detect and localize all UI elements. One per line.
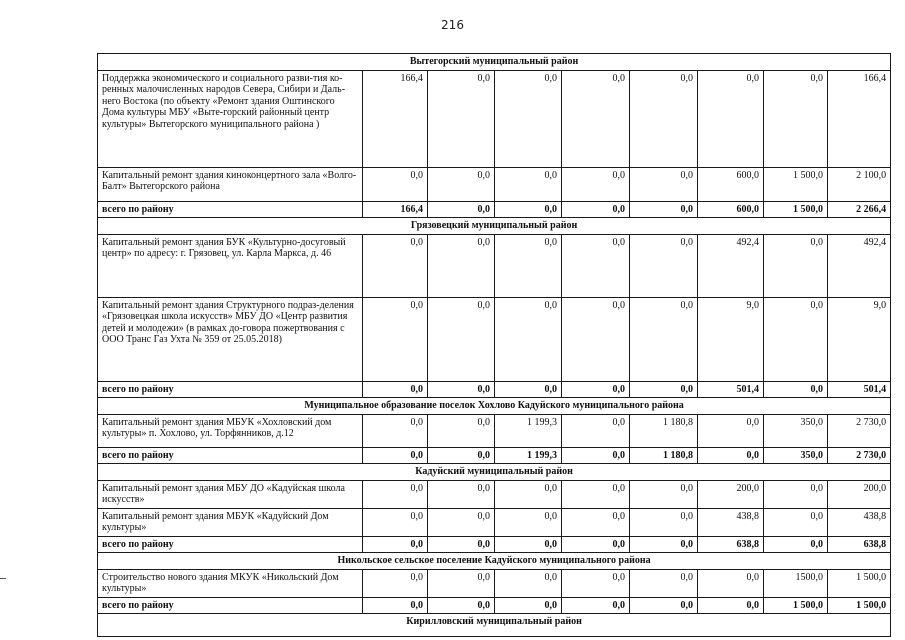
total-value-cell: 0,0 — [428, 447, 495, 464]
total-value-cell: 0,0 — [562, 201, 630, 218]
row-value-cell: 0,0 — [630, 480, 698, 508]
total-value-cell: 1 500,0 — [764, 597, 828, 614]
total-value-cell: 0,0 — [363, 536, 428, 553]
row-value-cell: 0,0 — [495, 569, 562, 597]
row-value-cell: 0,0 — [764, 234, 828, 297]
total-value-cell: 2 266,4 — [828, 201, 891, 218]
row-value-cell: 0,0 — [562, 70, 630, 167]
row-value-cell: 0,0 — [495, 234, 562, 297]
row-value-cell: 0,0 — [562, 167, 630, 201]
total-value-cell: 166,4 — [363, 201, 428, 218]
table-row — [98, 508, 891, 536]
total-value-cell: 0,0 — [363, 597, 428, 614]
district-total-row — [98, 447, 891, 464]
budget-table-body — [98, 54, 891, 637]
section-title: Муниципальное образование поселок Хохлово Кадуйского муниципального района — [98, 398, 891, 415]
row-value-cell: 492,4 — [698, 234, 764, 297]
total-label: всего по району — [98, 536, 363, 553]
total-value-cell: 638,8 — [698, 536, 764, 553]
row-value-cell: 0,0 — [495, 70, 562, 167]
row-value-cell: 0,0 — [363, 508, 428, 536]
row-value-cell: 0,0 — [428, 234, 495, 297]
row-value-cell: 0,0 — [495, 297, 562, 381]
total-value-cell: 0,0 — [428, 597, 495, 614]
total-value-cell: 0,0 — [428, 381, 495, 398]
total-value-cell: 350,0 — [764, 447, 828, 464]
row-value-cell: 0,0 — [630, 167, 698, 201]
row-value-cell: 2 730,0 — [828, 414, 891, 447]
row-value-cell: 438,8 — [828, 508, 891, 536]
row-value-cell: 0,0 — [698, 569, 764, 597]
total-value-cell: 0,0 — [495, 536, 562, 553]
total-value-cell: 1 180,8 — [630, 447, 698, 464]
row-value-cell: 0,0 — [428, 167, 495, 201]
section-title: Никольское сельское поселение Кадуйского муниципального района — [98, 553, 891, 570]
section-title: Грязовецкий муниципальный район — [98, 218, 891, 235]
row-label: Капитальный ремонт здания МБУ ДО «Кадуйская школа искусств» — [98, 480, 363, 508]
row-value-cell: 0,0 — [562, 569, 630, 597]
district-total-row — [98, 536, 891, 553]
total-value-cell: 2 730,0 — [828, 447, 891, 464]
total-value-cell: 1 199,3 — [495, 447, 562, 464]
row-value-cell: 0,0 — [562, 414, 630, 447]
section-header-row — [98, 398, 891, 415]
row-value-cell: 0,0 — [764, 508, 828, 536]
row-value-cell: 0,0 — [363, 414, 428, 447]
table-row — [98, 167, 891, 201]
row-value-cell: 2 100,0 — [828, 167, 891, 201]
total-label: всего по району — [98, 597, 363, 614]
row-value-cell: 0,0 — [428, 297, 495, 381]
row-label: Строительство нового здания МКУК «Никольский Дом культуры» — [98, 569, 363, 597]
row-value-cell: 0,0 — [428, 70, 495, 167]
row-value-cell: 0,0 — [698, 70, 764, 167]
page-number: 216 — [441, 18, 464, 32]
row-value-cell: 0,0 — [428, 480, 495, 508]
row-value-cell: 438,8 — [698, 508, 764, 536]
row-value-cell: 0,0 — [428, 569, 495, 597]
row-value-cell: 0,0 — [363, 234, 428, 297]
row-value-cell: 0,0 — [764, 297, 828, 381]
row-value-cell: 1500,0 — [764, 569, 828, 597]
total-label: всего по району — [98, 447, 363, 464]
total-value-cell: 0,0 — [495, 381, 562, 398]
total-value-cell: 0,0 — [630, 597, 698, 614]
table-row — [98, 234, 891, 297]
total-value-cell: 501,4 — [698, 381, 764, 398]
total-label: всего по району — [98, 201, 363, 218]
section-title: Кадуйский муниципальный район — [98, 464, 891, 481]
total-value-cell: 1 500,0 — [828, 597, 891, 614]
total-value-cell: 0,0 — [698, 597, 764, 614]
total-value-cell: 0,0 — [698, 447, 764, 464]
total-value-cell: 0,0 — [495, 597, 562, 614]
budget-table — [97, 53, 891, 637]
row-label: Капитальный ремонт здания БУК «Культурно-досуговый центр» по адресу: г. Грязовец, ул. Карла Маркса, д. 46 — [98, 234, 363, 297]
row-value-cell: 0,0 — [428, 508, 495, 536]
row-value-cell: 1 199,3 — [495, 414, 562, 447]
row-value-cell: 0,0 — [630, 234, 698, 297]
row-value-cell: 0,0 — [630, 508, 698, 536]
row-value-cell: 600,0 — [698, 167, 764, 201]
section-header-row — [98, 464, 891, 481]
row-value-cell: 1 500,0 — [828, 569, 891, 597]
row-value-cell: 0,0 — [562, 480, 630, 508]
table-row — [98, 70, 891, 167]
total-value-cell: 0,0 — [428, 536, 495, 553]
table-row — [98, 297, 891, 381]
total-value-cell: 0,0 — [363, 447, 428, 464]
row-value-cell: 0,0 — [495, 508, 562, 536]
row-value-cell: 0,0 — [630, 70, 698, 167]
district-total-row — [98, 201, 891, 218]
total-value-cell: 0,0 — [562, 447, 630, 464]
row-value-cell: 0,0 — [363, 167, 428, 201]
section-header-row — [98, 218, 891, 235]
row-value-cell: 200,0 — [698, 480, 764, 508]
row-value-cell: 492,4 — [828, 234, 891, 297]
section-title: Кирилловский муниципальный район — [98, 614, 891, 637]
row-value-cell: 0,0 — [562, 297, 630, 381]
section-header-row — [98, 614, 891, 637]
row-label: Капитальный ремонт здания МБУК «Хохловский дом культуры» п. Хохлово, ул. Торфянников, д.12 — [98, 414, 363, 447]
row-label: Поддержка экономического и социального разви-тия ко-ренных малочисленных народов Севера, Сибири и Даль-него Востока (по объекту «Ремонт здания Оштинского Дома культуры МБУ «Выте-горский районный центр культуры» Вытегорского муниципального района ) — [98, 70, 363, 167]
margin-mark — [0, 578, 6, 579]
row-value-cell: 1 500,0 — [764, 167, 828, 201]
section-title: Вытегорский муниципальный район — [98, 54, 891, 71]
row-value-cell: 350,0 — [764, 414, 828, 447]
row-value-cell: 0,0 — [764, 70, 828, 167]
total-value-cell: 0,0 — [764, 381, 828, 398]
row-value-cell: 0,0 — [363, 480, 428, 508]
row-value-cell: 0,0 — [764, 480, 828, 508]
row-value-cell: 166,4 — [363, 70, 428, 167]
section-header-row — [98, 553, 891, 570]
row-value-cell: 0,0 — [562, 234, 630, 297]
row-value-cell: 0,0 — [630, 297, 698, 381]
row-value-cell: 9,0 — [828, 297, 891, 381]
row-value-cell: 1 180,8 — [630, 414, 698, 447]
row-value-cell: 166,4 — [828, 70, 891, 167]
row-label: Капитальный ремонт здания киноконцертного зала «Волго-Балт» Вытегорского района — [98, 167, 363, 201]
total-value-cell: 1 500,0 — [764, 201, 828, 218]
row-value-cell: 0,0 — [363, 569, 428, 597]
row-value-cell: 0,0 — [495, 480, 562, 508]
total-value-cell: 501,4 — [828, 381, 891, 398]
total-value-cell: 0,0 — [630, 381, 698, 398]
row-label: Капитальный ремонт здания Структурного подраз-деления «Грязовецкая школа искусств» МБУ ДО «Центр развития детей и молодежи» (в рамках до-говора пожертвования с ООО Транс Газ Ухта № 359 от 25.05.2018) — [98, 297, 363, 381]
row-value-cell: 0,0 — [698, 414, 764, 447]
total-value-cell: 0,0 — [562, 597, 630, 614]
row-value-cell: 0,0 — [495, 167, 562, 201]
total-value-cell: 0,0 — [630, 201, 698, 218]
row-label: Капитальный ремонт здания МБУК «Кадуйский Дом культуры» — [98, 508, 363, 536]
total-value-cell: 0,0 — [562, 381, 630, 398]
table-row — [98, 414, 891, 447]
total-value-cell: 0,0 — [363, 381, 428, 398]
total-value-cell: 0,0 — [428, 201, 495, 218]
total-value-cell: 0,0 — [562, 536, 630, 553]
total-value-cell: 0,0 — [630, 536, 698, 553]
row-value-cell: 0,0 — [428, 414, 495, 447]
total-label: всего по району — [98, 381, 363, 398]
total-value-cell: 638,8 — [828, 536, 891, 553]
row-value-cell: 0,0 — [630, 569, 698, 597]
total-value-cell: 600,0 — [698, 201, 764, 218]
table-row — [98, 569, 891, 597]
section-header-row — [98, 54, 891, 71]
row-value-cell: 0,0 — [562, 508, 630, 536]
table-row — [98, 480, 891, 508]
row-value-cell: 200,0 — [828, 480, 891, 508]
row-value-cell: 0,0 — [363, 297, 428, 381]
total-value-cell: 0,0 — [764, 536, 828, 553]
district-total-row — [98, 381, 891, 398]
district-total-row — [98, 597, 891, 614]
total-value-cell: 0,0 — [495, 201, 562, 218]
row-value-cell: 9,0 — [698, 297, 764, 381]
